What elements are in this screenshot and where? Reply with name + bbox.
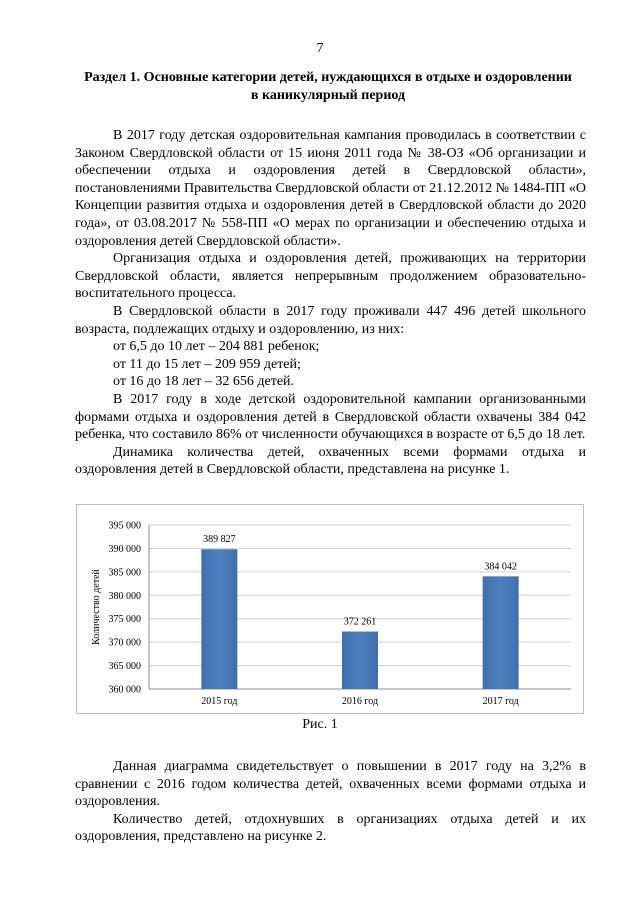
y-tick-label: 395 000 <box>108 520 141 532</box>
y-tick-label: 375 000 <box>108 614 141 626</box>
bar-chart <box>77 505 583 713</box>
outro-text <box>75 758 586 846</box>
y-tick-label: 365 000 <box>108 661 141 673</box>
paragraph: Количество детей, отдохнувших в организациях отдыха детей и их оздоровления, представлено на рисунке 2. <box>75 811 586 845</box>
section-title-line-2: в каникулярный период <box>250 88 406 103</box>
bar-value-label: 389 827 <box>203 534 236 546</box>
y-axis-title: Количество детей <box>91 569 102 645</box>
paragraph: В 2017 году детская оздоровительная кампания проводилась в соответствии с Законом Свердловской области от 15 июня 2011 года № 38-ОЗ «Об организации и обеспечении отдыха и оздоровления детей в Свердловской области», постановлениями Правительства Свердловской области от 21.12.2012 № 1484-ПП «О Концепции развития отдыха и оздоровления детей в Свердловской области до 2020 года», от 03.08.2017 № 558-ПП «О мерах по организации и обеспечению отдыха и оздоровления детей Свердловской области». <box>75 128 586 249</box>
paragraph: Организация отдыха и оздоровления детей, проживающих на территории Свердловской области, является непрерывным продолжением образовательно-воспитательного процесса. <box>75 251 586 302</box>
intro-text <box>75 127 586 479</box>
list-item: от 11 до 15 лет – 209 959 детей; <box>113 356 301 372</box>
bar-chart-frame <box>76 504 584 714</box>
list-item: от 16 до 18 лет – 32 656 детей. <box>113 374 295 390</box>
y-tick-label: 385 000 <box>108 567 141 579</box>
paragraph: В Свердловской области в 2017 году проживали 447 496 детей школьного возраста, подлежащих отдыху и оздоровлению, из них: <box>75 303 586 337</box>
page-number: 7 <box>316 41 324 56</box>
section-title-line-1: Раздел 1. Основные категории детей, нуждающихся в отдыхе и оздоровлении <box>84 70 572 85</box>
bar-value-label: 384 042 <box>484 561 517 573</box>
x-tick-label: 2015 год <box>201 696 238 707</box>
figure-caption: Рис. 1 <box>302 717 338 732</box>
bar <box>342 632 378 689</box>
y-tick-label: 380 000 <box>108 590 141 602</box>
bar-value-label: 372 261 <box>343 616 377 628</box>
paragraph: Динамика количества детей, охваченных всеми формами отдыха и оздоровления детей в Свердловской области, представлена на рисунке 1. <box>75 444 586 478</box>
y-tick-label: 360 000 <box>108 684 141 696</box>
y-tick-label: 390 000 <box>108 543 141 555</box>
list-item: от 6,5 до 10 лет – 204 881 ребенок; <box>113 339 320 355</box>
x-tick-label: 2016 год <box>341 696 379 707</box>
y-tick-label: 370 000 <box>108 637 141 649</box>
x-tick-label: 2017 год <box>482 696 519 707</box>
bar <box>483 576 519 689</box>
bar <box>201 549 237 689</box>
section-title <box>70 69 586 105</box>
paragraph: В 2017 году в ходе детской оздоровительной кампании организованными формами отдыха и оздоровления детей в Свердловской области охвачены 384 042 ребенка, что составило 86% от численности обучающихся в возрасте от 6,5 до 18 лет. <box>75 391 586 443</box>
paragraph: Данная диаграмма свидетельствует о повышении в 2017 году на 3,2% в сравнении с 2016 годом количества детей, охваченных всеми формами отдыха и оздоровления. <box>75 759 586 810</box>
